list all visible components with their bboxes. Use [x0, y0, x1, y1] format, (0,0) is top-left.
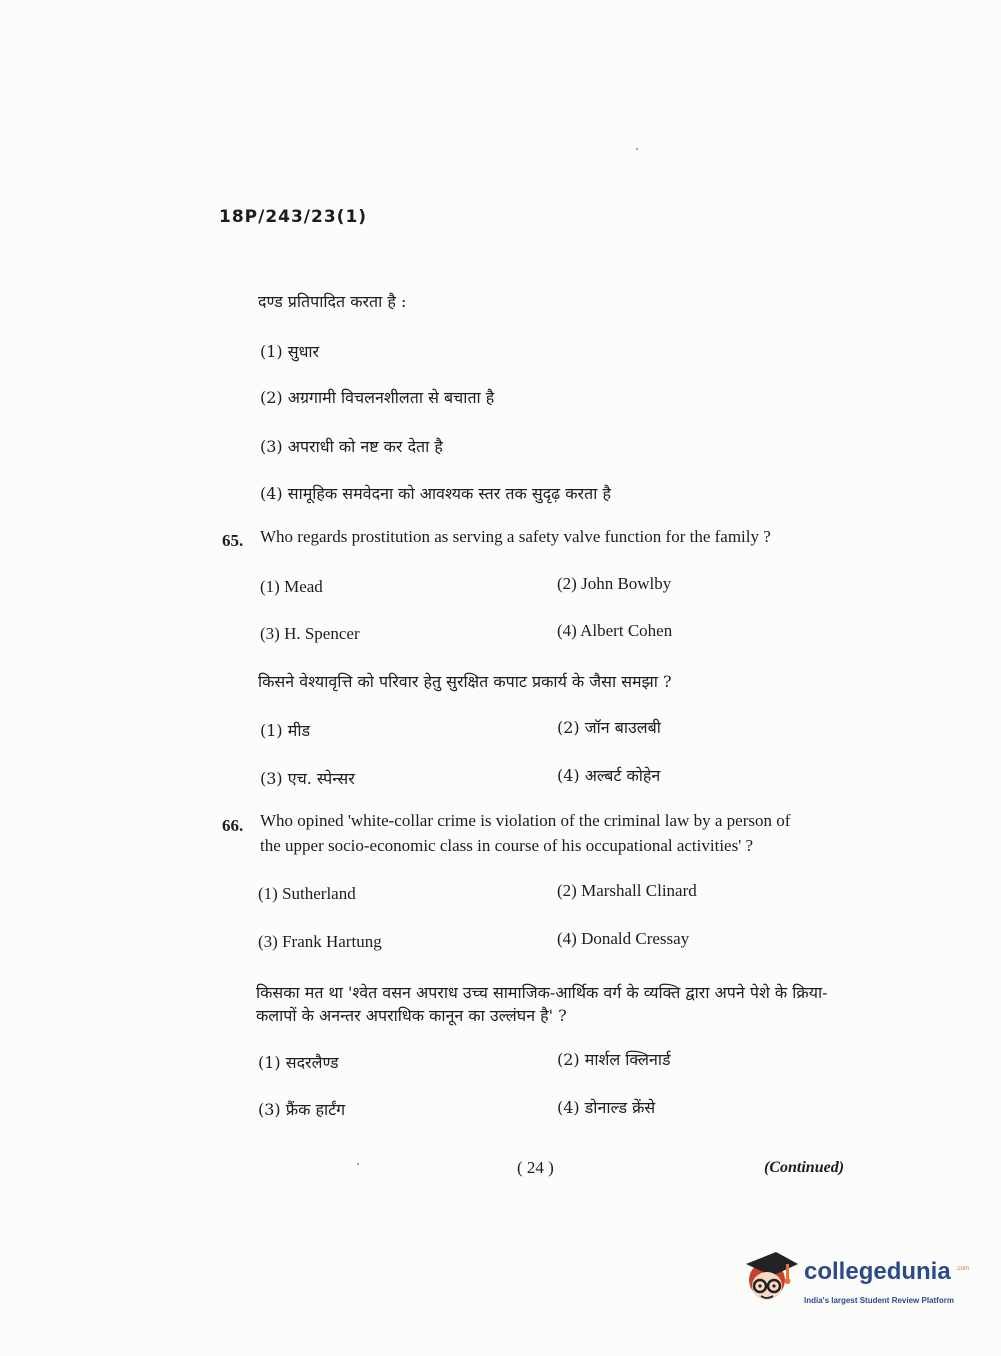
- q66-option-en-3: (3) Frank Hartung: [258, 932, 382, 951]
- q65-option-hi-4: (4) अल्बर्ट कोहेन: [557, 766, 661, 785]
- q66-number: 66.: [222, 816, 244, 835]
- q66-question-en-line2: the upper socio-economic class in course of his occupational activities' ?: [260, 836, 754, 855]
- q66-question-en-line1: Who opined 'white-collar crime is violation of the criminal law by a person of: [260, 811, 791, 830]
- q65-option-en-2: (2) John Bowlby: [557, 574, 672, 593]
- q66-option-hi-3: (3) फ्रैंक हार्टंग: [258, 1100, 346, 1119]
- brand-tagline: India's largest Student Review Platform: [804, 1296, 954, 1305]
- q65-option-en-1: (1) Mead: [260, 577, 323, 596]
- paper-code: 18P/243/23(1): [219, 207, 368, 227]
- q66-option-en-1: (1) Sutherland: [258, 884, 356, 903]
- collegedunia-watermark: [742, 1250, 972, 1312]
- q66-option-en-4: (4) Donald Cressay: [557, 929, 690, 948]
- q65-option-en-3: (3) H. Spencer: [260, 624, 360, 643]
- q64-option-1: (1) सुधार: [260, 342, 320, 361]
- q66-option-hi-1: (1) सदरलैण्ड: [258, 1053, 339, 1072]
- q65-option-hi-3: (3) एच. स्पेन्सर: [260, 769, 355, 788]
- page-number: ( 24 ): [517, 1158, 554, 1177]
- q66-question-hi-line2: कलापों के अनन्तर अपराधिक कानून का उल्लंघन है' ?: [256, 1006, 567, 1025]
- scan-speck: [357, 1163, 359, 1165]
- q65-question-en: Who regards prostitution as serving a safety valve function for the family ?: [260, 527, 771, 546]
- q64-stem: दण्ड प्रतिपादित करता है :: [258, 292, 407, 311]
- q66-option-hi-4: (4) डोनाल्ड क्रेंसे: [557, 1098, 656, 1117]
- brand-name: collegedunia: [804, 1258, 951, 1285]
- q66-option-en-2: (2) Marshall Clinard: [557, 881, 697, 900]
- q65-option-hi-2: (2) जॉन बाउलबी: [557, 718, 661, 737]
- q66-option-hi-2: (2) मार्शल क्लिनार्ड: [557, 1050, 671, 1069]
- q64-option-3: (3) अपराधी को नष्ट कर देता है: [260, 437, 443, 456]
- q64-option-2: (2) अग्रगामी विचलनशीलता से बचाता है: [260, 388, 495, 407]
- q65-option-hi-1: (1) मीड: [260, 721, 311, 740]
- q65-number: 65.: [222, 531, 244, 550]
- q66-question-hi-line1: किसका मत था 'श्वेत वसन अपराध उच्च सामाजिक-आर्थिक वर्ग के व्यक्ति द्वारा अपने पेशे के क्रिया-: [256, 983, 828, 1002]
- q65-option-en-4: (4) Albert Cohen: [557, 621, 673, 640]
- q65-question-hi: किसने वेश्यावृत्ति को परिवार हेतु सुरक्षित कपाट प्रकार्य के जैसा समझा ?: [258, 672, 672, 691]
- scan-speck: [636, 148, 638, 150]
- continued-note: (Continued): [764, 1159, 845, 1176]
- q64-option-4: (4) सामूहिक समवेदना को आवश्यक स्तर तक सुदृढ़ करता है: [260, 484, 611, 503]
- brand-domain: .com: [956, 1266, 970, 1272]
- mascot-icon: [742, 1250, 802, 1312]
